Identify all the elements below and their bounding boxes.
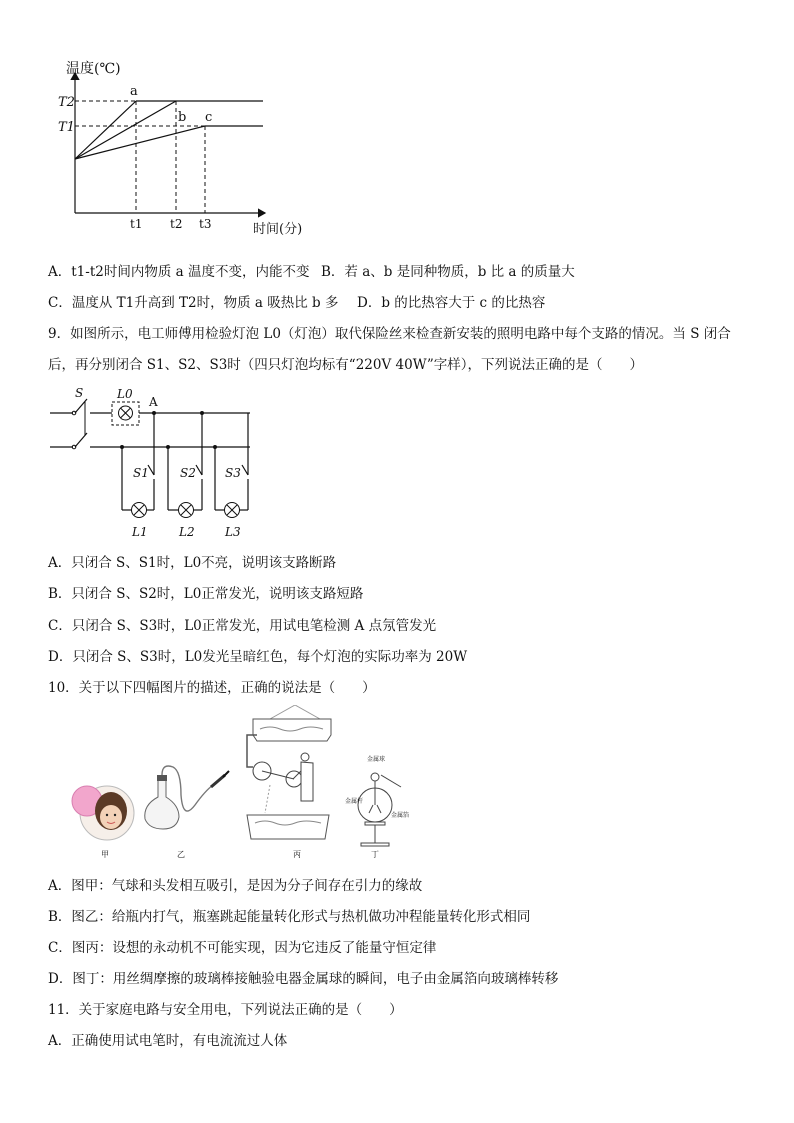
switch-s1 <box>148 465 154 475</box>
q11-option-a: A．正确使用试电笔时，有电流流过人体 <box>48 1033 288 1049</box>
q9-stem-line2: 后，再分别闭合 S1、S2、S3时（四只灯泡均标有“220V 40W”字样），下列说法正确的是（ ） <box>48 357 643 373</box>
q8-option-c: C．温度从 T1升高到 T2时，物质 a 吸热比 b 多 <box>48 295 339 311</box>
q9-option-c: C．只闭合 S、S3时，L0正常发光，用试电笔检测 A 点氖管发光 <box>48 618 437 634</box>
electroscope-ball-label: 金属球 <box>367 756 386 763</box>
tick-t1: t1 <box>130 217 143 231</box>
figure-ding <box>345 755 409 859</box>
electroscope-foil-label: 金属箔 <box>391 812 410 819</box>
tick-t3: t3 <box>199 217 212 231</box>
lamp0-label: L0 <box>117 387 133 401</box>
q10-option-b: B．图乙：给瓶内打气，瓶塞跳起能量转化形式与热机做功冲程能量转化形式相同 <box>48 909 531 925</box>
figure-yi <box>145 766 229 859</box>
q9-option-b: B．只闭合 S、S2时，L0正常发光，说明该支路短路 <box>48 586 364 602</box>
electroscope-rod-label: 金属杆 <box>345 798 364 805</box>
caption-yi: 乙 <box>177 850 185 859</box>
q10-option-a: A．图甲：气球和头发相互吸引，是因为分子间存在引力的缘故 <box>48 878 423 894</box>
q11-stem: 11．关于家庭电路与安全用电，下列说法正确的是（ ） <box>48 1002 403 1018</box>
s2-label: S2 <box>180 466 196 480</box>
curve-b <box>75 101 176 159</box>
switch-s3 <box>242 465 248 475</box>
q10-stem: 10．关于以下四幅图片的描述，正确的说法是（ ） <box>48 680 376 696</box>
t2-label: T2 <box>58 95 75 110</box>
q10-option-d: D．图丁：用丝绸摩擦的玻璃棒接触验电器金属球的瞬间，电子由金属箔向玻璃棒转移 <box>48 971 559 987</box>
caption-bing: 丙 <box>293 850 301 859</box>
q10-figures <box>65 705 425 863</box>
q9-stem-line1: 9．如图所示，电工师傅用检验灯泡 L0（灯泡）取代保险丝来检查新安装的照明电路中每个支路的情况。当 S 闭合 <box>48 326 731 342</box>
switch-s-label: S <box>75 386 84 400</box>
switch-s2 <box>196 465 202 475</box>
circuit-diagram <box>45 385 265 543</box>
t1-label: T1 <box>58 120 75 135</box>
l1-label: L1 <box>132 525 148 539</box>
caption-ding: 丁 <box>371 850 379 859</box>
q10-option-c: C．图丙：设想的永动机不可能实现，因为它违反了能量守恒定律 <box>48 940 437 956</box>
y-axis-label: 温度(℃) <box>66 61 121 77</box>
x-axis-label: 时间(分) <box>253 222 303 237</box>
temperature-time-graph <box>50 55 320 245</box>
point-b-label: b <box>178 110 187 125</box>
q8-option-b: B．若 a、b 是同种物质，b 比 a 的质量大 <box>321 264 575 280</box>
l2-label: L2 <box>179 525 195 539</box>
figure-bing <box>247 705 331 859</box>
l3-label: L3 <box>225 525 241 539</box>
s1-label: S1 <box>133 466 149 480</box>
curve-c <box>75 126 205 159</box>
point-a-label: A <box>149 395 158 409</box>
curve-a <box>75 101 136 159</box>
q9-option-d: D．只闭合 S、S3时，L0发光呈暗红色，每个灯泡的实际功率为 20W <box>48 649 468 665</box>
q8-option-d: D．b 的比热容大于 c 的比热容 <box>357 295 546 311</box>
point-c-label: c <box>205 110 213 125</box>
q8-option-a: A．t1-t2时间内物质 a 温度不变，内能不变 <box>48 264 310 280</box>
point-a-label: a <box>130 84 138 99</box>
figure-jia <box>72 786 134 859</box>
s3-label: S3 <box>225 466 241 480</box>
q9-option-a: A．只闭合 S、S1时，L0不亮，说明该支路断路 <box>48 555 337 571</box>
tick-t2: t2 <box>170 217 183 231</box>
caption-jia: 甲 <box>101 850 109 859</box>
